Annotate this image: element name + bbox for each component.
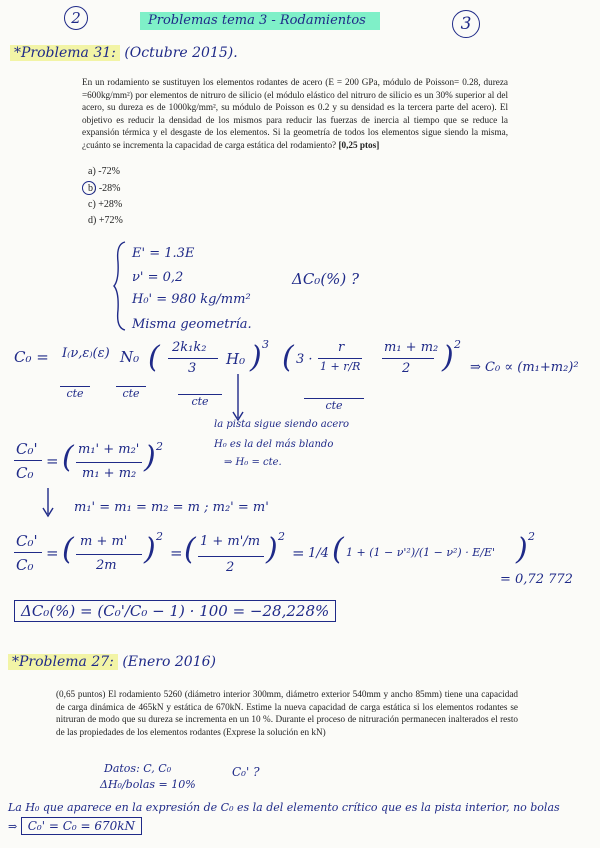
problem-27-label: *Problema 27: [8, 654, 118, 670]
problem-31-points: [0,25 ptos] [338, 139, 380, 150]
ratio4-body: 1 + (1 − ν'²)/(1 − ν²) · E/E' [346, 546, 495, 559]
paren-close-1: ) [250, 340, 262, 375]
page-number-right: 3 [452, 10, 480, 38]
given-geometry: Misma geometría. [132, 317, 252, 332]
mass-equalities: m₁' = m₁ = m₂ = m ; m₂' = m' [74, 500, 269, 515]
c0-h0: H₀ [226, 350, 246, 368]
selected-option-circle [82, 181, 96, 195]
option-b-label: b) -28% [88, 183, 121, 194]
work2-conclusion [8, 798, 568, 836]
c0-lhs: C₀ = [14, 348, 49, 366]
work2-answer-box: C₀' = C₀ = 670kN [21, 817, 142, 835]
ratio-lhs-num: C₀' [16, 440, 38, 458]
paren-open-4: ( [62, 532, 74, 567]
work2-conclusion-text: La H₀ que aparece en la expresión de C₀ es la del elemento crítico que es la pista interior, no bolas ⇒ [8, 801, 560, 833]
paren-close-4: ) [144, 532, 156, 567]
c0-frac1-bar [168, 358, 218, 359]
given-nu: ν' = 0,2 [132, 270, 184, 285]
ratio-numeric-result: = 0,72 772 [500, 572, 573, 587]
given-hardness: H₀' = 980 kg/mm² [132, 292, 251, 307]
page-number-left: 2 [64, 6, 88, 30]
c0-t4-den: 1 + r/R [320, 360, 361, 373]
paren-close-3: ) [144, 440, 156, 475]
c0-exp2: 2 [454, 338, 461, 351]
problem-27-date: (Enero 2016) [122, 654, 216, 670]
paren-open-6: ( [332, 532, 344, 567]
c0-t4-b: m₁ + m₂ [384, 340, 439, 355]
ratio2-bar [76, 554, 142, 555]
work2-hardness: ΔH₀/bolas = 10% [100, 778, 196, 791]
ratio4-quarter: 1/4 [308, 546, 329, 561]
c0-integral-term: I₍ν,ε₎(ε) [62, 346, 110, 361]
ratio2-lhs-bar [14, 552, 42, 553]
equals-3: = [170, 544, 183, 562]
ratio-lhs-den: C₀ [16, 464, 34, 482]
cte-label-4: cte [304, 398, 364, 412]
ratio2-exp: 2 [156, 530, 163, 543]
c0-t4-den2: 2 [402, 361, 411, 376]
ratio2-lhs-num: C₀' [16, 532, 38, 550]
paren-open-5: ( [184, 532, 196, 567]
paren-open-3: ( [62, 440, 74, 475]
arrow-down [40, 486, 56, 520]
ratio3-num: 1 + m'/m [200, 534, 261, 549]
work2-question: C₀' ? [232, 765, 260, 779]
ratio3-exp: 2 [278, 530, 285, 543]
c0-frac1-num: 2k₁k₂ [172, 340, 207, 355]
note-ring-material: la pista sigue siendo acero [214, 419, 350, 430]
c0-t4-bar2 [382, 358, 434, 359]
problem-31-date: (Octubre 2015). [124, 45, 238, 61]
problem-27-heading [8, 654, 216, 670]
c0-t4-bar [318, 358, 362, 359]
equals-2: = [46, 544, 59, 562]
option-a: a) -72% [88, 166, 120, 177]
cte-label-1: cte [60, 386, 90, 400]
note-hardness: H₀ es la del más blando [214, 439, 334, 450]
ratio1-num: m₁' + m₂' [78, 442, 140, 457]
problem-31-statement [82, 76, 508, 152]
ratio2-num: m + m' [80, 534, 128, 549]
c0-t4-num: r [338, 340, 345, 355]
ratio1-exp: 2 [156, 440, 163, 453]
paren-open-2: ( [282, 340, 294, 375]
option-c: c) +28% [88, 199, 123, 210]
ratio2-lhs-den: C₀ [16, 556, 34, 574]
problem-31-label: *Problema 31: [10, 45, 120, 61]
c0-n0: N₀ [120, 348, 140, 366]
given-e: E' = 1.3E [132, 246, 195, 261]
c0-frac1-den: 3 [188, 361, 197, 376]
problem-31-heading [10, 45, 238, 61]
c0-proportional-result: ⇒ C₀ ∝ (m₁+m₂)² [470, 360, 579, 375]
option-b [88, 183, 121, 194]
ratio1-den: m₁ + m₂ [82, 466, 137, 481]
work2-data: Datos: C, C₀ [104, 762, 172, 775]
page-title: Problemas tema 3 - Rodamientos [140, 12, 380, 30]
cte-label-3: cte [178, 394, 222, 408]
c0-t4-a: 3 · [296, 352, 313, 367]
ratio1-bar [76, 462, 142, 463]
ratio4-exp: 2 [528, 530, 535, 543]
c0-exp1: 3 [262, 338, 269, 351]
note-h0-constant: ⇒ H₀ = cte. [224, 457, 282, 468]
paren-close-2: ) [442, 340, 454, 375]
paren-open-1: ( [148, 340, 160, 375]
paren-close-6: ) [516, 532, 528, 567]
equals-4: = [292, 544, 305, 562]
cte-label-2: cte [116, 386, 146, 400]
problem-31-text: En un rodamiento se sustituyen los elementos rodantes de acero (E = 200 GPa, módulo de Poisson= 0.28, dureza =600kg/mm²) por elementos de nitruro de silicio (el módulo elástico del nitruro de silicio es un 30% superior al del acero, su dureza es de 1000kg/mm², su módulo de Poisson es 0.2 y su densidad es la tercera parte del acero). El objetivo es reducir la densidad de los mismos para reducir las fuerzas de inercia al tiempo que se reduce la expansión térmica y el desgaste de los elementos. Si la geometría de todos los elementos sigue siendo la misma, ¿cuánto se incrementa la capacidad de carga estática del rodamiento? [82, 77, 508, 150]
ratio2-den: 2m [96, 558, 117, 573]
ratio3-bar [198, 556, 264, 557]
option-d: d) +72% [88, 215, 123, 226]
question-delta-c0: ΔC₀(%) ? [292, 270, 360, 288]
paren-close-5: ) [266, 532, 278, 567]
equals-1: = [46, 452, 59, 470]
final-answer-box: ΔC₀(%) = (C₀'/C₀ − 1) · 100 = −28,228% [14, 600, 336, 622]
ratio3-den: 2 [226, 560, 235, 575]
ratio-lhs-bar [14, 460, 42, 461]
problem-27-statement: (0,65 puntos) El rodamiento 5260 (diámetro interior 300mm, diámetro exterior 540mm y ancho 85mm) tiene una capacidad de carga dinámica de 465kN y estática de 670kN. Estime la nueva capacidad de carga estática si los elementos rodantes se nitruran de modo que su dureza se incrementa en un 10 %. Durante el proceso de nitruración permanecen inalterados el resto de las propiedades de los elementos rodantes (Exprese la solución en kN) [56, 689, 518, 737]
givens-brace [112, 240, 128, 332]
arrow-h0-note [228, 372, 248, 424]
